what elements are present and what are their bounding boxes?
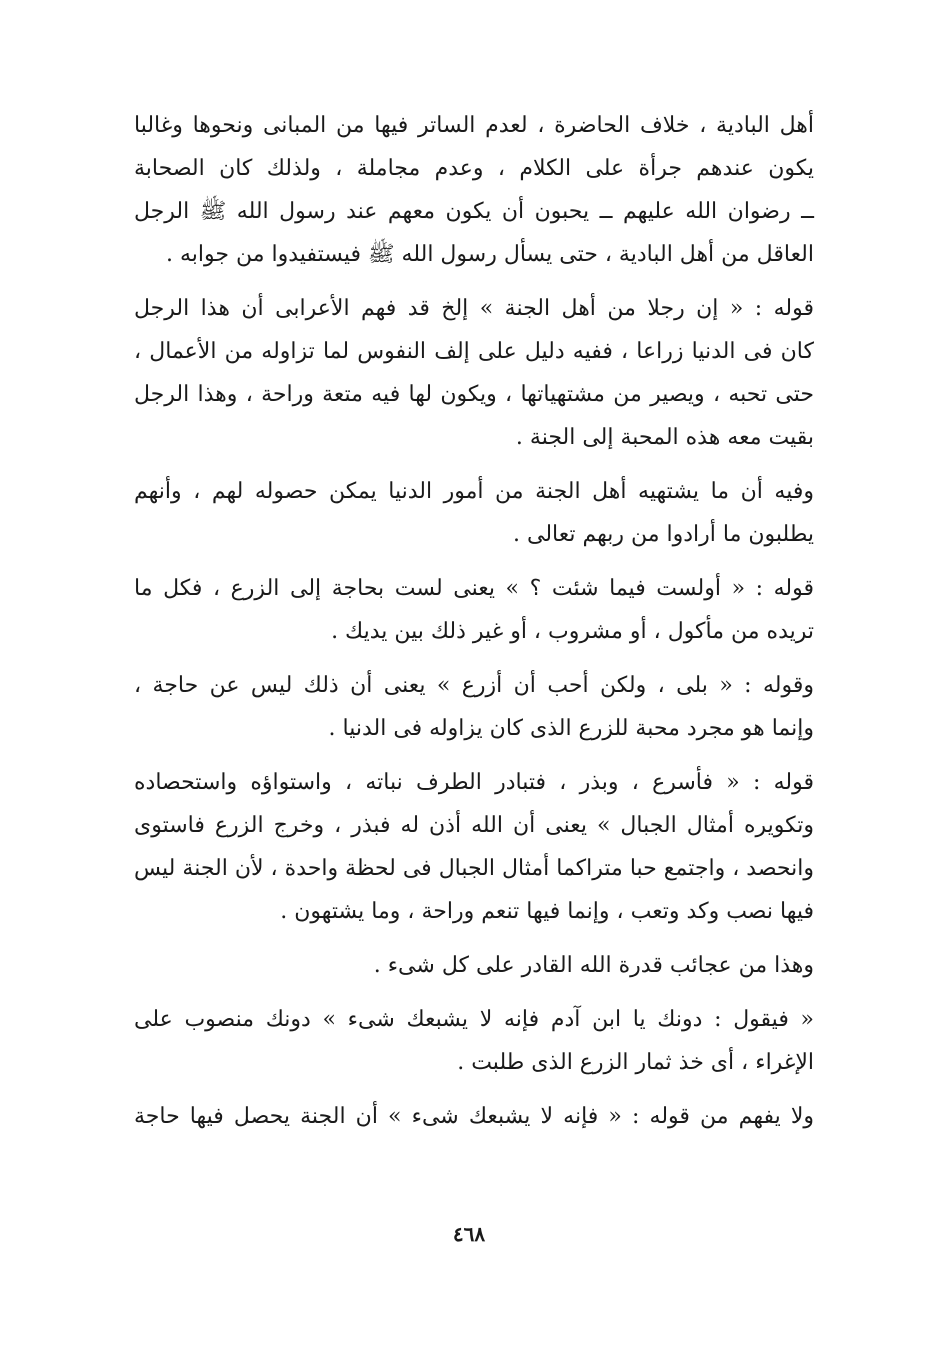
- text-line: بقيت معه هذه المحبة إلى الجنة .: [515, 425, 814, 450]
- text-line: كان فى الدنيا زراعا ، ففيه دليل على إلف النفوس لما تزاوله من الأعمال ،: [134, 339, 814, 364]
- paragraph: [134, 998, 814, 1084]
- text-line: حتى تحبه ، ويصير من مشتهياتها ، ويكون لها فيه متعة وراحة ، وهذا الرجل: [134, 382, 814, 407]
- paragraph: [134, 567, 814, 653]
- text-line: الإغراء ، أى خذ ثمار الزرع الذى طلبت .: [457, 1050, 814, 1075]
- text-line: العاقل من أهل البادية ، حتى يسأل رسول الله ﷺ فيستفيدوا من جوابه .: [166, 242, 814, 267]
- paragraph: [134, 1095, 814, 1138]
- text-line: وفيه أن ما يشتهيه أهل الجنة من أمور الدنيا يمكن حصوله لهم ، وأنهم: [134, 479, 814, 504]
- paragraph: [134, 944, 814, 987]
- text-line: يكون عندهم جرأة على الكلام ، وعدم مجاملة ، ولذلك كان الصحابة: [134, 156, 814, 181]
- text-line: ولا يفهم من قوله : « فإنه لا يشبعك شىء » أن الجنة يحصل فيها حاجة: [134, 1104, 814, 1129]
- text-line: « فيقول : دونك يا ابن آدم فإنه لا يشبعك شىء » دونك منصوب على: [134, 1007, 814, 1032]
- paragraph: [134, 287, 814, 459]
- paragraph: [134, 664, 814, 750]
- text-line: قوله : « فأسرع ، وبذر ، فتبادر الطرف نباته ، واستواؤه واستحصاده: [134, 770, 814, 795]
- text-line: قوله : « إن رجلا من أهل الجنة » إلخ قد فهم الأعرابى أن هذا الرجل: [134, 296, 814, 321]
- text-line: وانحصد ، واجتمع حبا متراكما أمثال الجبال فى لحظة واحدة ، لأن الجنة ليس: [134, 856, 814, 881]
- page-body: [134, 104, 814, 1138]
- text-line: أهل البادية ، خلاف الحاضرة ، لعدم الساتر فيها من المبانى ونحوها وغالبا: [134, 113, 814, 138]
- text-line: فيها نصب وكد وتعب ، وإنما فيها تنعم وراحة ، وما يشتهون .: [280, 899, 814, 924]
- text-line: وهذا من عجائب قدرة الله القادر على كل شىء .: [373, 953, 814, 978]
- page-number: ٤٦٨: [452, 1222, 486, 1246]
- paragraph: [134, 470, 814, 556]
- paragraph-gap: [134, 653, 814, 664]
- paragraph: [134, 104, 814, 276]
- paragraph-gap: [134, 750, 814, 761]
- paragraph-gap: [134, 556, 814, 567]
- paragraph-gap: [134, 933, 814, 944]
- paragraph-gap: [134, 987, 814, 998]
- text-line: تريده من مأكول ، أو مشروب ، أو غير ذلك بين يديك .: [331, 619, 814, 644]
- text-line: وإنما هو مجرد محبة للزرع الذى كان يزاوله فى الدنيا .: [328, 716, 814, 741]
- paragraph-gap: [134, 276, 814, 287]
- text-line: يطلبون ما أرادوا من ربهم تعالى .: [513, 522, 814, 547]
- paragraph: [134, 761, 814, 933]
- paragraph-gap: [134, 1084, 814, 1095]
- text-line: ــ رضوان الله عليهم ــ يحبون أن يكون معهم عند رسول الله ﷺ الرجل: [134, 199, 814, 224]
- text-line: قوله : « أولست فيما شئت ؟ » يعنى لست بحاجة إلى الزرع ، فكل ما: [134, 576, 814, 601]
- text-line: وتكويره أمثال الجبال » يعنى أن الله أذن له فبذر ، وخرج الزرع فاستوى: [134, 813, 814, 838]
- text-line: وقوله : « بلى ، ولكن أحب أن أزرع » يعنى أن ذلك ليس عن حاجة ،: [134, 673, 814, 698]
- paragraph-gap: [134, 459, 814, 470]
